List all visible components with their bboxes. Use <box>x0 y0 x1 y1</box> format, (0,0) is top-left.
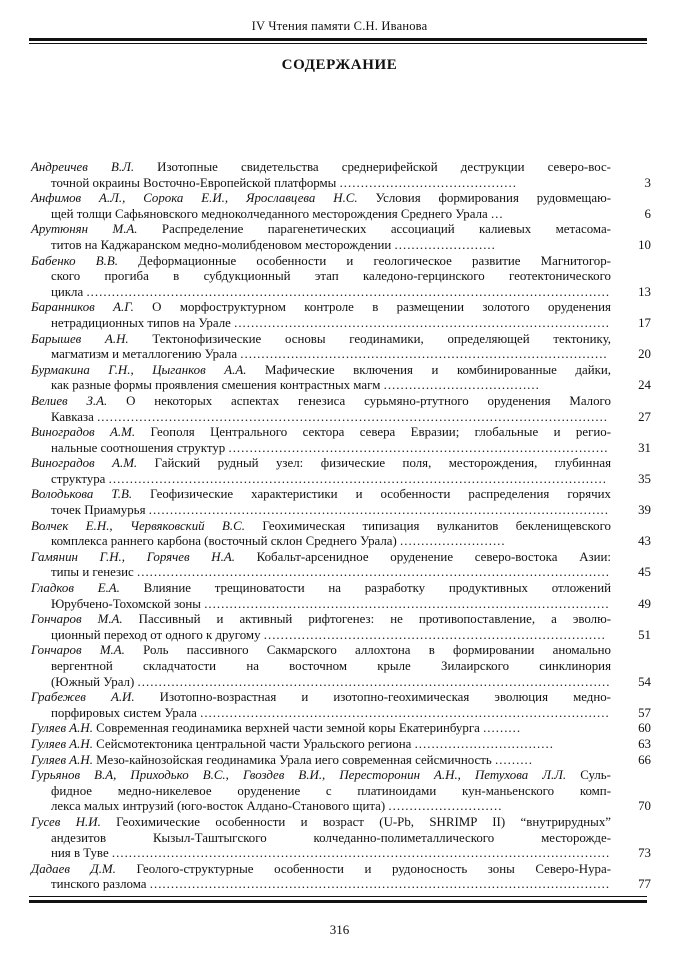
toc-entry-line <box>31 269 611 285</box>
toc-entry-line <box>31 628 611 644</box>
toc-entry-leader-dots: ................................................................................. <box>263 627 606 642</box>
header-rule-thin <box>29 43 647 44</box>
toc-entry-leader-dots: ......................................................................................... <box>234 315 610 330</box>
toc-entry-line <box>31 347 611 363</box>
toc-entry-page: 60 <box>638 721 651 736</box>
toc-entry-title-line: Кавказа <box>51 409 94 424</box>
toc-entry-line <box>31 519 611 535</box>
toc-entry-line <box>31 550 611 566</box>
toc-entry-title-line: ционный переход от одного к другому <box>51 627 261 642</box>
toc-entry-title-line: ния в Туве <box>51 846 109 861</box>
footer-rule-thin <box>29 896 647 897</box>
toc-entry <box>31 222 651 253</box>
toc-entry-line <box>31 675 611 691</box>
toc-entry-line <box>31 456 611 472</box>
toc-entry-line <box>31 784 611 800</box>
toc-entry <box>31 363 651 394</box>
toc-entry-title-line: нальные соотношения структур <box>51 440 226 455</box>
toc-entry-leader-dots: ............................................................................................................................ <box>86 284 611 299</box>
toc-entry-title-line: Геофизические характеристики и особенности распределения горячих <box>150 487 611 502</box>
toc-entry-text <box>31 222 611 253</box>
toc-entry-leader-dots: ...................................................................................................................... <box>111 846 611 861</box>
toc-entry-title-line: Кобальт-арсенидное оруденение северо-востока Азии: <box>256 549 611 564</box>
toc-entry <box>31 815 651 862</box>
toc-entry-line <box>31 191 611 207</box>
toc-entry-page: 54 <box>638 674 651 689</box>
toc-entry-authors: Арутюнян М.А. <box>31 222 138 237</box>
toc-entry-page: 66 <box>638 752 651 767</box>
toc-entry-title-line: Распределение парагенетических ассоциаций калиевых метасома- <box>161 222 611 237</box>
toc-entry-leader-dots: ............................................................................................................. <box>149 877 611 892</box>
toc-entry-title-line: Пассивный и активный рифтогенез: не противопоставление, а эволю- <box>138 612 611 627</box>
toc-entry-leader-dots: ......................................................................................................................... <box>97 409 609 424</box>
toc-entry-page: 10 <box>638 237 651 252</box>
toc-entry <box>31 425 651 456</box>
toc-entry-leader-dots: .......................................................................................... <box>228 440 609 455</box>
toc-entry-line <box>31 410 611 426</box>
toc-entry-page: 31 <box>638 440 651 455</box>
toc-entry-line <box>31 425 611 441</box>
toc-entry <box>31 300 651 331</box>
toc-entry-leader-dots: ..................................... <box>383 378 540 393</box>
footer-rule-thick <box>29 900 647 903</box>
toc-entry-authors: Грабежев А.И. <box>31 690 135 705</box>
toc-entry-line <box>31 160 611 176</box>
toc-entry-title-line: типы и генезис <box>51 565 134 580</box>
toc-entry-text <box>31 862 611 893</box>
toc-entry-text <box>31 721 611 737</box>
toc-entry-line <box>31 643 611 659</box>
toc-entry-line <box>31 503 611 519</box>
toc-entry-title-line: Изотопно-возрастная и изотопно-геохимическая эволюция медно- <box>159 690 611 705</box>
toc-entry-title-line: вергентной складчатости на восточном крыле Зилаирского синклинория <box>51 659 611 673</box>
toc-entry-title-line: как разные формы проявления смешения контрастных магм <box>51 378 381 393</box>
toc-entry-page: 20 <box>638 347 651 362</box>
toc-entry-page: 73 <box>638 846 651 861</box>
toc-entry-title-line: структура <box>51 471 106 486</box>
toc-entry-title-line: Современная геодинамика верхней части земной коры Екатеринбурга <box>96 721 480 736</box>
toc-entry <box>31 160 651 191</box>
toc-entry-title-line: Геохимические особенности и возраст (U-Pb, SHRIMP II) “внутрирудных” <box>116 814 611 829</box>
toc-entry-line <box>31 737 611 753</box>
toc-entry-page: 70 <box>638 799 651 814</box>
toc-entry-line <box>31 799 611 815</box>
toc-entry-page: 45 <box>638 565 651 580</box>
toc-entry-title-line: Тектонофизические основы геодинамики, определяющей тектонику, <box>152 331 611 346</box>
toc-entry-authors: Гладков Е.А. <box>31 581 120 596</box>
toc-entry-title-line: андезитов Кызыл-Таштыгского колчеданно-полиметаллического месторожде- <box>51 830 611 845</box>
toc-entry-text <box>31 690 611 721</box>
toc-entry-title-line: Мафические включения и комбинированные дайки, <box>265 362 611 377</box>
toc-entry-text <box>31 160 611 191</box>
toc-entry-page: 24 <box>638 378 651 393</box>
toc-entry-leader-dots: ......................... <box>400 534 506 549</box>
toc-entry-leader-dots: ........................... <box>388 799 503 814</box>
toc-entry-title-line: фидное медно-никелевое оруденение с платиноидами кун-маньенского комп- <box>51 783 611 798</box>
toc-entry-title-line: магматизм и металлогению Урала <box>51 347 238 362</box>
toc-entry-page: 77 <box>638 877 651 892</box>
toc-entry-title-line: О морфоструктурном контроле в размещении золотого оруденения <box>152 300 611 315</box>
toc-entry-page: 39 <box>638 503 651 518</box>
toc-entry-title-line: Сейсмотектоника центральной части Уральского региона <box>96 736 412 751</box>
toc-entry-title-line: (Южный Урал) <box>51 674 135 689</box>
toc-entry-title-line: ского прогиба в субдукционный этап каледоно-герцинского геотектонического <box>51 269 611 284</box>
toc-entry-page: 43 <box>638 534 651 549</box>
toc-entry <box>31 690 651 721</box>
toc-entry <box>31 643 651 690</box>
page-number: 316 <box>329 922 350 937</box>
toc-entry-page: 3 <box>644 175 651 190</box>
toc-entry-line <box>31 862 611 878</box>
toc-entry <box>31 394 651 425</box>
toc-entry-text <box>31 737 611 753</box>
toc-entry-page: 51 <box>638 627 651 642</box>
toc-entry-text <box>31 519 611 550</box>
toc-entry-authors: Бабенко В.В. <box>31 253 118 268</box>
toc-entry-title-line: Геополя Центрального сектора севера Евразии; глобальные и регио- <box>150 425 611 440</box>
toc-entry-line <box>31 332 611 348</box>
toc-entry-line <box>31 877 611 893</box>
toc-entry-authors: Андреичев В.Л. <box>31 160 135 174</box>
toc-entry-text <box>31 456 611 487</box>
toc-entry-line <box>31 768 611 784</box>
toc-entry-line <box>31 441 611 457</box>
toc-entry-text <box>31 768 611 815</box>
toc-entry-page: 13 <box>638 284 651 299</box>
toc-entry-page: 49 <box>638 596 651 611</box>
toc-entry <box>31 612 651 643</box>
running-header: IV Чтения памяти С.Н. Иванова <box>251 19 428 33</box>
toc-entry-authors: Анфимов А.Л., Сорока Е.И., Ярославцева Н.С. <box>31 191 358 206</box>
toc-entry-leader-dots: ................................................................................................................ <box>137 565 610 580</box>
toc-entry-title-line: цикла <box>51 284 84 299</box>
toc-entry-text <box>31 550 611 581</box>
toc-entry <box>31 753 651 769</box>
toc-entry <box>31 862 651 893</box>
toc-entry-line <box>31 721 611 737</box>
toc-entry-line <box>31 846 611 862</box>
toc-entry-leader-dots: ... <box>490 206 504 221</box>
toc-entry-page: 63 <box>638 736 651 751</box>
toc-entry-title-line: Мезо-кайнозойская геодинамика Урала иего современная сейсмичность <box>96 752 492 767</box>
toc-entry-authors: Гуляев А.Н. <box>31 752 93 767</box>
toc-entry-authors: Володькова Т.В. <box>31 487 133 502</box>
toc-entry-line <box>31 612 611 628</box>
toc-entry-title-line: точной окраины Восточно-Европейской платформы <box>51 175 337 190</box>
toc-entry-title-line: щей толщи Сафьяновского медноколчеданного месторождения Среднего Урала <box>51 206 488 221</box>
toc-entry-leader-dots: ............................................................................................................. <box>148 503 610 518</box>
toc-entry-text <box>31 612 611 643</box>
toc-entry-line <box>31 300 611 316</box>
page-title: СОДЕРЖАНИЕ <box>281 57 398 73</box>
toc-entry-text <box>31 643 611 690</box>
toc-entry-leader-dots: ......... <box>494 752 533 767</box>
toc-entry-leader-dots: ................................................................................................................ <box>137 674 611 689</box>
toc-entry-title-line: нетрадиционных типов на Урале <box>51 315 231 330</box>
toc-entry-title-line: Деформационные особенности и геологическое развитие Магнитогор- <box>138 253 611 268</box>
toc-entry-authors: Дадаев Д.М. <box>31 861 116 876</box>
toc-entry-text <box>31 394 611 425</box>
toc-entry <box>31 254 651 301</box>
toc-entry-title-line: Роль пассивного Сакмарского аллохтона в формировании аномально <box>143 643 611 658</box>
toc-entry-authors: Гуляев А.Н. <box>31 736 93 751</box>
toc-entry-line <box>31 487 611 503</box>
toc-entry-line <box>31 815 611 831</box>
toc-entry-authors: Виноградов А.М. <box>31 456 138 471</box>
toc-entry-line <box>31 534 611 550</box>
toc-entry-title-line: комплекса раннего карбона (восточный склон Среднего Урала) <box>51 534 397 549</box>
toc-entry-line <box>31 581 611 597</box>
toc-entry-title-line: точек Приамурья <box>51 503 146 518</box>
toc-entry <box>31 456 651 487</box>
toc-entry-line <box>31 378 611 394</box>
toc-entry-text <box>31 487 611 518</box>
toc-entry-title-line: Суль- <box>580 768 611 783</box>
toc-entry-text <box>31 300 611 331</box>
toc-entry-page: 27 <box>638 409 651 424</box>
toc-entry-authors: Виноградов А.М. <box>31 425 136 440</box>
toc-entry-leader-dots: ....................................................................................... <box>240 347 608 362</box>
toc-entry-line <box>31 706 611 722</box>
toc-entry-leader-dots: ........................ <box>394 237 496 252</box>
toc-entry-line <box>31 254 611 270</box>
toc-entry-line <box>31 472 611 488</box>
toc-entry-text <box>31 753 611 769</box>
toc-entry-text <box>31 425 611 456</box>
toc-entry-title-line: Юрубчено-Тохомской зоны <box>51 596 201 611</box>
toc-entry-authors: Бурмакина Г.Н., Цыганков А.А. <box>31 362 247 377</box>
toc-entry-text <box>31 815 611 862</box>
toc-entry-text <box>31 191 611 222</box>
toc-entry-text <box>31 363 611 394</box>
toc-entry-leader-dots: ................................. <box>414 736 554 751</box>
toc-entry-line <box>31 753 611 769</box>
toc-entry <box>31 191 651 222</box>
toc-entry-line <box>31 363 611 379</box>
toc-entry-title-line: Условия формирования рудовмещаю- <box>375 191 612 206</box>
toc-entry <box>31 768 651 815</box>
toc-entry-title-line: Изотопные свидетельства среднерифейской деструкции северо-вос- <box>157 160 611 174</box>
toc-entry <box>31 737 651 753</box>
toc-entry-line <box>31 207 611 223</box>
toc-entry-title-line: Гайский рудный узел: физические поля, месторождения, глубинная <box>154 456 611 471</box>
toc-entry-title-line: лекса малых интрузий (юго-восток Алдано-Станового щита) <box>51 799 386 814</box>
toc-entry <box>31 332 651 363</box>
toc-entry-text <box>31 254 611 301</box>
toc-entry-line <box>31 597 611 613</box>
table-of-contents <box>31 160 651 893</box>
toc-entry <box>31 519 651 550</box>
toc-entry-line <box>31 659 611 675</box>
toc-entry-line <box>31 394 611 410</box>
toc-entry-title-line: Геохимическая типизация вулканитов бекленищевского <box>262 518 611 533</box>
toc-entry-text <box>31 332 611 363</box>
toc-entry-title-line: тинского разлома <box>51 877 147 892</box>
toc-entry-line <box>31 831 611 847</box>
toc-entry-line <box>31 238 611 254</box>
toc-entry <box>31 550 651 581</box>
toc-entry-leader-dots: ......... <box>483 721 522 736</box>
toc-entry-line <box>31 316 611 332</box>
toc-entry-line <box>31 285 611 301</box>
toc-entry-authors: Гусев Н.И. <box>31 814 101 829</box>
toc-entry-authors: Барышев А.Н. <box>31 331 129 346</box>
toc-entry-authors: Гончаров М.А. <box>31 612 123 627</box>
toc-entry-page: 57 <box>638 705 651 720</box>
toc-entry-line <box>31 690 611 706</box>
toc-entry-title-line: Геолого-структурные особенности и рудоносность зоны Северо-Нура- <box>136 861 611 876</box>
toc-entry-title-line: титов на Каджаранском медно-молибденовом месторождении <box>51 237 392 252</box>
toc-entry-authors: Гамянин Г.Н., Горячев Н.А. <box>31 549 235 564</box>
toc-entry-line <box>31 565 611 581</box>
toc-entry-authors: Велиев З.А. <box>31 393 108 408</box>
toc-entry <box>31 581 651 612</box>
toc-entry-authors: Гуляев А.Н. <box>31 721 93 736</box>
toc-entry-authors: Баранников А.Г. <box>31 300 134 315</box>
toc-entry-leader-dots: .......................................... <box>339 175 517 190</box>
toc-entry-authors: Волчек Е.Н., Червяковский В.С. <box>31 518 245 533</box>
toc-entry-leader-dots: ................................................................................................. <box>200 705 610 720</box>
toc-entry-text <box>31 581 611 612</box>
toc-entry-page: 17 <box>638 315 651 330</box>
toc-entry-title-line: порфировых систем Урала <box>51 705 197 720</box>
toc-entry-leader-dots: ...................................................................................................................... <box>108 471 607 486</box>
toc-entry-title-line: О некоторых аспектах генезиса сурьмяно-ртутного оруденения Малого <box>126 393 611 408</box>
toc-entry-leader-dots: ................................................................................................ <box>204 596 610 611</box>
toc-entry-page: 35 <box>638 471 651 486</box>
toc-entry-title-line: Влияние трещиноватости на разработку продуктивных отложений <box>143 581 611 596</box>
toc-entry <box>31 721 651 737</box>
toc-entry-line <box>31 222 611 238</box>
toc-entry-line <box>31 176 611 192</box>
toc-entry <box>31 487 651 518</box>
toc-entry-page: 6 <box>644 206 651 221</box>
toc-entry-authors: Гончаров М.А. <box>31 643 125 658</box>
toc-entry-authors: Гурьянов В.А, Приходько В.С., Гвоздев В.И., Пересторонин А.Н., Петухова Л.Л. <box>31 768 567 783</box>
header-rule-thick <box>29 38 647 41</box>
